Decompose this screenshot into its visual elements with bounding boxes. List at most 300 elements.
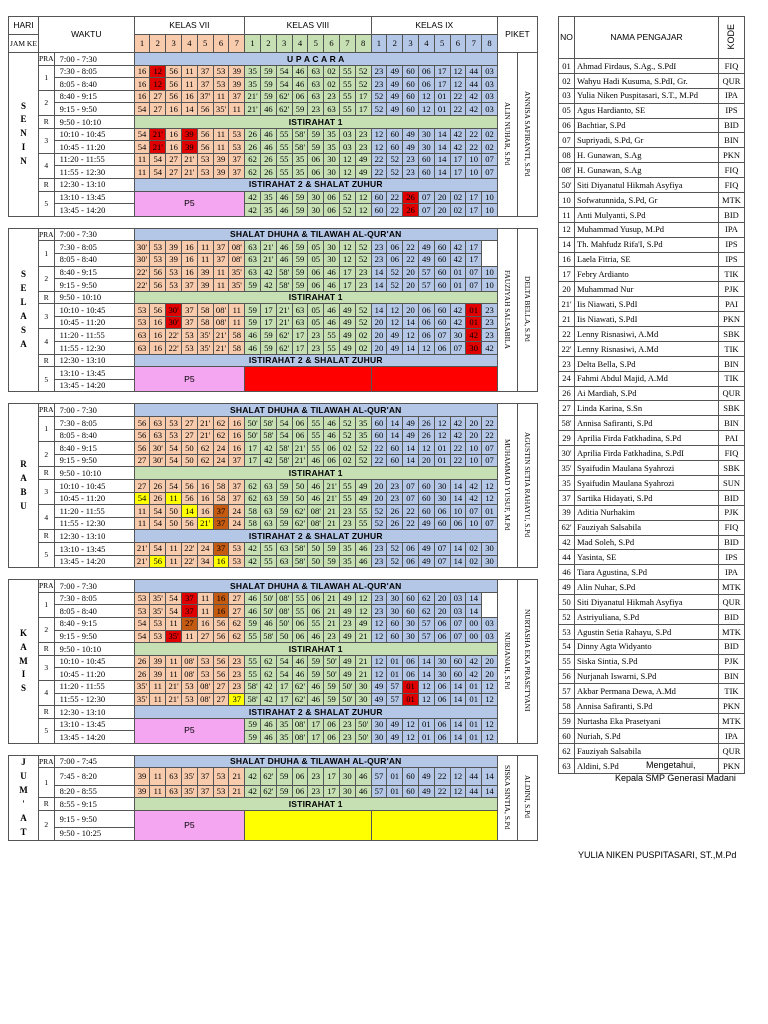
teacher-subject-code: FIQ	[719, 178, 745, 193]
teacher-code-cell: 20	[418, 454, 434, 467]
teacher-code-cell: 54	[276, 65, 292, 78]
teacher-code-cell: 24	[229, 505, 245, 518]
teacher-code-cell: 42	[466, 329, 482, 342]
teacher-code-cell: 17	[260, 316, 276, 329]
teacher-code-cell: 01	[482, 505, 498, 518]
teacher-code-cell: 50	[292, 480, 308, 493]
teacher-code-cell: 23	[308, 768, 324, 785]
teacher-name: Yasinta, SE	[575, 550, 719, 565]
teacher-subject-code: BID	[719, 118, 745, 133]
teacher-code-cell: 21'	[245, 103, 261, 116]
teacher-code-cell: 23	[403, 153, 419, 166]
teacher-code-cell: 23	[482, 329, 498, 342]
teacher-code-cell: 59	[276, 492, 292, 505]
teacher-code-cell: 03	[482, 103, 498, 116]
teacher-number: 30'	[559, 446, 575, 461]
teacher-code-cell: 50	[308, 542, 324, 555]
teacher-code-cell: 21'	[292, 442, 308, 455]
teacher-number: 14	[559, 237, 575, 252]
class9-col-header: 2	[387, 35, 403, 53]
teacher-code-cell: 17	[324, 785, 340, 798]
teacher-code-cell: 50	[308, 555, 324, 568]
teacher-code-cell: 50	[276, 630, 292, 643]
teacher-code-cell: 63	[166, 768, 182, 785]
teacher-code-cell: 44	[466, 78, 482, 91]
time-range: 7:00 - 7:30	[54, 228, 134, 241]
teacher-code-cell: 58'	[276, 442, 292, 455]
teacher-code-cell: 16	[229, 417, 245, 430]
teacher-code-cell: 08'	[308, 517, 324, 530]
class7-col-header: 6	[213, 35, 229, 53]
teacher-code-cell: 52	[371, 505, 387, 518]
teacher-row	[559, 327, 745, 342]
teacher-code-cell: 01	[466, 693, 482, 706]
teacher-code-cell: 60	[434, 279, 450, 292]
teacher-code-cell: 12	[150, 65, 166, 78]
teacher-code-cell: 01	[434, 442, 450, 455]
teacher-code-cell: 21	[355, 668, 371, 681]
teacher-code-cell: 55	[245, 668, 261, 681]
teacher-subject-code: IPA	[719, 729, 745, 744]
table-row	[9, 228, 538, 241]
teacher-code-cell: 17	[308, 718, 324, 731]
teacher-code-cell: 22	[482, 417, 498, 430]
teacher-code-cell: 06	[403, 555, 419, 568]
p5-block: P5	[134, 718, 245, 743]
teacher-code-cell: 55	[308, 617, 324, 630]
day-label: S E L A S A	[9, 228, 39, 392]
teacher-code-cell: 55	[324, 329, 340, 342]
teacher-code-cell: 49	[418, 241, 434, 254]
teacher-subject-code: QUR	[719, 386, 745, 401]
teacher-code-cell: 59	[260, 329, 276, 342]
teacher-name: Annisa Safiranti, S.Pd	[575, 416, 719, 431]
teacher-code-cell: 54	[150, 166, 166, 179]
table-row	[9, 417, 538, 430]
teacher-code-cell: 05	[308, 316, 324, 329]
teacher-number: 07	[559, 133, 575, 148]
teacher-code-cell: 53	[166, 279, 182, 292]
teacher-code-cell: 02	[450, 191, 466, 204]
teacher-subject-code: QUR	[719, 73, 745, 88]
teacher-code-cell: 26	[403, 191, 419, 204]
teacher-code-cell: 60	[403, 592, 419, 605]
teacher-code-cell: 50'	[260, 592, 276, 605]
teacher-name: Dinny Agta Widyanto	[575, 639, 719, 654]
teacher-code-cell: 44	[466, 768, 482, 785]
teacher-code-cell: 42	[466, 90, 482, 103]
teacher-code-cell: 56	[181, 517, 197, 530]
teacher-code-cell: 55	[308, 429, 324, 442]
teacher-code-cell: 24	[229, 517, 245, 530]
teacher-subject-code: MTK	[719, 624, 745, 639]
time-range: 8:40 - 9:15	[54, 617, 134, 630]
teacher-number: 12	[559, 222, 575, 237]
day-label: J U M ' A T	[9, 755, 39, 840]
no-header: NO	[559, 17, 575, 59]
teacher-name: Nurtasha Eka Prasetyani	[575, 714, 719, 729]
teacher-code-cell: 37	[181, 605, 197, 618]
time-range: 9:15 - 9:50	[54, 454, 134, 467]
teacher-code-cell: 14	[434, 166, 450, 179]
teacher-row	[559, 356, 745, 371]
teacher-code-cell: 14	[387, 417, 403, 430]
teacher-code-cell: 59	[245, 718, 261, 731]
teacher-code-cell: 01	[403, 693, 419, 706]
teacher-code-cell: 63	[260, 480, 276, 493]
teacher-code-cell: 60	[387, 128, 403, 141]
teacher-code-cell: 63	[292, 304, 308, 317]
teacher-code-cell: 55	[292, 605, 308, 618]
teacher-code-cell: 30	[308, 191, 324, 204]
teacher-code-cell: 46	[308, 492, 324, 505]
teacher-code-cell: 54	[150, 542, 166, 555]
jam-ke: 1	[39, 768, 55, 798]
time-range: 10:45 - 11:20	[54, 668, 134, 681]
table-row	[9, 53, 538, 66]
teacher-code-cell: 62'	[276, 103, 292, 116]
teacher-code-cell: 30	[434, 668, 450, 681]
teacher-code-cell: 11	[166, 492, 182, 505]
teacher-code-cell: 46	[324, 417, 340, 430]
teacher-code-cell: 14	[450, 693, 466, 706]
teacher-name: Anti Mulyanti, S.Pd	[575, 207, 719, 222]
teacher-code-cell: 35	[324, 128, 340, 141]
teacher-code-cell: 30'	[150, 442, 166, 455]
teacher-code-cell: 55	[339, 103, 355, 116]
table-row	[9, 304, 538, 317]
table-row	[9, 241, 538, 254]
teacher-code-cell: 23	[355, 141, 371, 154]
time-range: 12:30 - 13:10	[54, 530, 134, 543]
teacher-code-cell: 10	[482, 204, 498, 217]
teacher-code-cell: 55	[276, 166, 292, 179]
day-gap	[9, 743, 538, 755]
teacher-code-cell: 14	[450, 542, 466, 555]
teacher-code-cell: 60	[403, 65, 419, 78]
table-row	[9, 316, 538, 329]
teacher-code-cell: 06	[292, 785, 308, 798]
teacher-code-cell: 12	[150, 78, 166, 91]
time-range: 8:05 - 8:40	[54, 605, 134, 618]
teacher-code-cell: 26	[134, 655, 150, 668]
teacher-code-cell: 20	[434, 605, 450, 618]
teacher-code-cell: 35	[339, 555, 355, 568]
teacher-code-cell: 34	[197, 555, 213, 568]
teacher-code-cell: 23	[482, 316, 498, 329]
teacher-code-cell: 06	[387, 253, 403, 266]
jam-ke: 4	[39, 680, 55, 705]
teacher-code-cell: 23	[229, 655, 245, 668]
teacher-code-cell: 22	[387, 191, 403, 204]
teacher-name: Annisa Safiranti, S.Pd	[575, 699, 719, 714]
teacher-subject-code: PJK	[719, 282, 745, 297]
teacher-code-cell: 11	[197, 605, 213, 618]
teacher-number: 01	[559, 59, 575, 74]
day-gap	[9, 568, 538, 580]
teacher-code-cell: 17	[434, 65, 450, 78]
teacher-code-cell: 46	[324, 429, 340, 442]
teacher-code-cell: 46	[245, 329, 261, 342]
table-row	[9, 810, 538, 827]
teacher-code-cell: 16	[229, 442, 245, 455]
jam-ke: 2	[39, 266, 55, 291]
teacher-code-cell: 39	[150, 668, 166, 681]
teacher-code-cell: 12	[434, 417, 450, 430]
teacher-code-cell: 11	[213, 266, 229, 279]
teacher-code-cell: 07	[450, 342, 466, 355]
teacher-code-cell: 39	[166, 253, 182, 266]
teacher-row	[559, 624, 745, 639]
teacher-code-cell: 56	[197, 103, 213, 116]
teacher-code-cell: 06	[292, 417, 308, 430]
teacher-subject-code: SBK	[719, 401, 745, 416]
teacher-code-cell: 37	[213, 241, 229, 254]
teacher-code-cell: 52	[355, 253, 371, 266]
table-row	[9, 680, 538, 693]
teacher-code-cell: 56	[134, 417, 150, 430]
teacher-code-cell: 35	[339, 542, 355, 555]
teacher-code-cell: 52	[355, 454, 371, 467]
teacher-code-cell: 46	[308, 693, 324, 706]
teacher-code-cell: 52	[387, 542, 403, 555]
teacher-code-cell: 59	[276, 517, 292, 530]
time-range: 8:20 - 8:55	[54, 785, 134, 798]
teacher-code-cell: 50'	[276, 617, 292, 630]
teacher-code-cell: 52	[387, 153, 403, 166]
teacher-code-cell: 08'	[308, 505, 324, 518]
teacher-code-cell: 53	[166, 429, 182, 442]
table-row	[9, 580, 538, 593]
special-label: SHALAT DHUHA & TILAWAH AL-QUR'AN	[134, 228, 497, 241]
table-row	[9, 454, 538, 467]
teacher-row	[559, 550, 745, 565]
teacher-code-cell: 14	[371, 279, 387, 292]
teacher-code-cell: 21'	[181, 153, 197, 166]
time-range: 11:55 - 12:30	[54, 517, 134, 530]
teacher-code-cell: 12	[403, 718, 419, 731]
jam-ke: R	[39, 178, 55, 191]
teacher-code-cell: 16	[166, 128, 182, 141]
time-range: 11:20 - 11:55	[54, 153, 134, 166]
teacher-code-cell: 17	[450, 153, 466, 166]
teacher-row	[559, 684, 745, 699]
table-row	[9, 731, 538, 744]
teacher-code-cell: 06	[324, 718, 340, 731]
jam-ke: 1	[39, 592, 55, 617]
teacher-code-cell: 63	[292, 316, 308, 329]
teacher-code-cell: 06	[308, 153, 324, 166]
teacher-code-cell: 14	[418, 668, 434, 681]
teacher-code-cell: 30'	[166, 304, 182, 317]
teacher-code-cell: 11	[134, 166, 150, 179]
teacher-subject-code: TIK	[719, 267, 745, 282]
table-row	[9, 555, 538, 568]
time-range: 7:00 - 7:30	[54, 580, 134, 593]
teacher-code-cell: 35	[324, 141, 340, 154]
teacher-code-cell: 06	[434, 693, 450, 706]
teacher-code-cell: 53	[213, 785, 229, 798]
teacher-code-cell: 62	[260, 668, 276, 681]
teacher-code-cell: 21'	[324, 480, 340, 493]
teacher-code-cell: 26	[403, 204, 419, 217]
teacher-code-cell: 16	[181, 241, 197, 254]
piket-name-text: NURJANAH, S.Pd	[503, 632, 513, 690]
teacher-code-cell: 58'	[292, 128, 308, 141]
teacher-code-cell: 22	[403, 505, 419, 518]
teacher-code-cell: 26	[260, 166, 276, 179]
teacher-code-cell: 14	[403, 342, 419, 355]
teacher-code-cell: 07	[450, 617, 466, 630]
teacher-code-cell: 23	[324, 90, 340, 103]
teacher-code-cell: 46	[292, 655, 308, 668]
teacher-code-cell: 01	[466, 316, 482, 329]
teacher-subject-code: PJK	[719, 505, 745, 520]
teacher-code-cell: 54	[134, 630, 150, 643]
teacher-number: 50	[559, 595, 575, 610]
class8-col-header: 1	[245, 35, 261, 53]
teacher-code-cell: 62'	[260, 785, 276, 798]
teacher-code-cell: 37	[213, 517, 229, 530]
teacher-code-cell: 35	[292, 166, 308, 179]
teacher-code-cell: 49	[355, 480, 371, 493]
teacher-code-cell: 22	[466, 128, 482, 141]
teacher-code-cell: 60	[387, 442, 403, 455]
teacher-code-cell: 37'	[197, 90, 213, 103]
teacher-code-cell: 37	[181, 592, 197, 605]
teacher-subject-code: PJK	[719, 654, 745, 669]
teacher-code-cell: 23	[371, 605, 387, 618]
kelas9-header: KELAS IX	[371, 17, 497, 35]
time-range: 13:10 - 13:45	[54, 718, 134, 731]
teacher-code-cell: 16	[166, 141, 182, 154]
teacher-code-cell: 49	[387, 90, 403, 103]
teacher-code-cell: 46	[324, 316, 340, 329]
teacher-code-cell: 21'	[276, 304, 292, 317]
teacher-code-cell: 08'	[229, 253, 245, 266]
teacher-number: 44	[559, 550, 575, 565]
table-row	[9, 367, 538, 380]
teacher-code-cell: 54	[276, 668, 292, 681]
teacher-code-cell: 17	[308, 731, 324, 744]
teacher-code-cell: 07	[482, 517, 498, 530]
special-label: ISTIRAHAT 1	[134, 115, 497, 128]
teacher-code-cell: 46	[260, 128, 276, 141]
teacher-code-cell: 54	[134, 617, 150, 630]
p5-block: P5	[134, 367, 245, 392]
piket-name-text: SISKA SINTIA, S.Pd	[503, 764, 513, 830]
teacher-code-cell: 56	[213, 655, 229, 668]
teacher-code-cell: 23	[403, 166, 419, 179]
teacher-code-cell: 20	[371, 329, 387, 342]
teacher-code-cell: 35	[276, 718, 292, 731]
jam-ke: 3	[39, 128, 55, 153]
teacher-table	[558, 16, 745, 774]
teacher-code-cell: 62	[418, 592, 434, 605]
teacher-code-cell: 50	[292, 492, 308, 505]
teacher-code-cell: 53	[134, 304, 150, 317]
teacher-code-cell: 50	[181, 442, 197, 455]
teacher-code-cell: 30'	[166, 316, 182, 329]
table-row	[9, 90, 538, 103]
special-label: U P A C A R A	[134, 53, 497, 66]
time-range: 9:15 - 9:50	[54, 279, 134, 292]
teacher-code-cell: 06	[403, 542, 419, 555]
teacher-code-cell: 46	[308, 680, 324, 693]
teacher-code-cell: 27	[134, 454, 150, 467]
teacher-name: Aprilia Firda Fatkhadina, S.PdI	[575, 446, 719, 461]
special-label: ISTIRAHAT 1	[134, 467, 497, 480]
teacher-code-cell: 30	[371, 731, 387, 744]
teacher-code-cell: 54	[134, 492, 150, 505]
teacher-code-cell: 35'	[134, 693, 150, 706]
time-range: 11:55 - 12:30	[54, 166, 134, 179]
teacher-code-cell: 26	[418, 417, 434, 430]
teacher-code-cell: 37	[197, 768, 213, 785]
teacher-subject-code: TIK	[719, 371, 745, 386]
teacher-code-cell: 49	[339, 316, 355, 329]
teacher-code-cell: 21	[324, 505, 340, 518]
teacher-code-cell: 37	[181, 316, 197, 329]
teacher-code-cell: 22'	[181, 542, 197, 555]
teacher-code-cell: 08'	[197, 693, 213, 706]
p5-red-block	[245, 367, 371, 392]
special-label: SHALAT DHUHA & TILAWAH AL-QUR'AN	[134, 580, 497, 593]
teacher-code-cell: 21	[324, 592, 340, 605]
teacher-code-cell: 14	[434, 153, 450, 166]
teacher-code-cell: 57	[418, 617, 434, 630]
teacher-code-cell: 14	[387, 429, 403, 442]
class7-col-header: 5	[197, 35, 213, 53]
teacher-code-cell: 55	[292, 592, 308, 605]
teacher-code-cell: 46	[292, 668, 308, 681]
teacher-code-cell: 02	[324, 78, 340, 91]
teacher-code-cell: 01	[434, 90, 450, 103]
teacher-code-cell: 06	[434, 680, 450, 693]
teacher-number: 03	[559, 88, 575, 103]
teacher-code-cell: 16	[150, 316, 166, 329]
teacher-code-cell: 39	[197, 279, 213, 292]
table-row	[9, 78, 538, 91]
teacher-code-cell: 50'	[355, 718, 371, 731]
teacher-code-cell: 60	[403, 78, 419, 91]
teacher-code-cell: 60	[434, 304, 450, 317]
kelas8-header: KELAS VIII	[245, 17, 371, 35]
teacher-row	[559, 446, 745, 461]
teacher-code-cell: 23	[324, 630, 340, 643]
teacher-code-cell: 54	[276, 417, 292, 430]
table-row	[9, 65, 538, 78]
table-row	[9, 706, 538, 719]
teacher-code-cell: 42	[450, 241, 466, 254]
teacher-name: Bachtiar, S.Pd	[575, 118, 719, 133]
teacher-code-cell: 58'	[276, 266, 292, 279]
time-range: 9:50 - 10:25	[54, 827, 134, 840]
teacher-code-cell: 05	[308, 304, 324, 317]
jam-ke: 5	[39, 367, 55, 392]
teacher-code-cell: 42	[245, 542, 261, 555]
teacher-code-cell: 17	[339, 279, 355, 292]
teacher-code-cell: 21'	[324, 492, 340, 505]
teacher-code-cell: 57	[418, 630, 434, 643]
teacher-name: Siska Sintia, S.Pd	[575, 654, 719, 669]
teacher-code-cell: 53	[134, 316, 150, 329]
teacher-number: 02	[559, 73, 575, 88]
teacher-code-cell: 16	[181, 90, 197, 103]
teacher-code-cell: 49	[403, 128, 419, 141]
time-range: 11:20 - 11:55	[54, 505, 134, 518]
teacher-code-cell: 11	[166, 555, 182, 568]
